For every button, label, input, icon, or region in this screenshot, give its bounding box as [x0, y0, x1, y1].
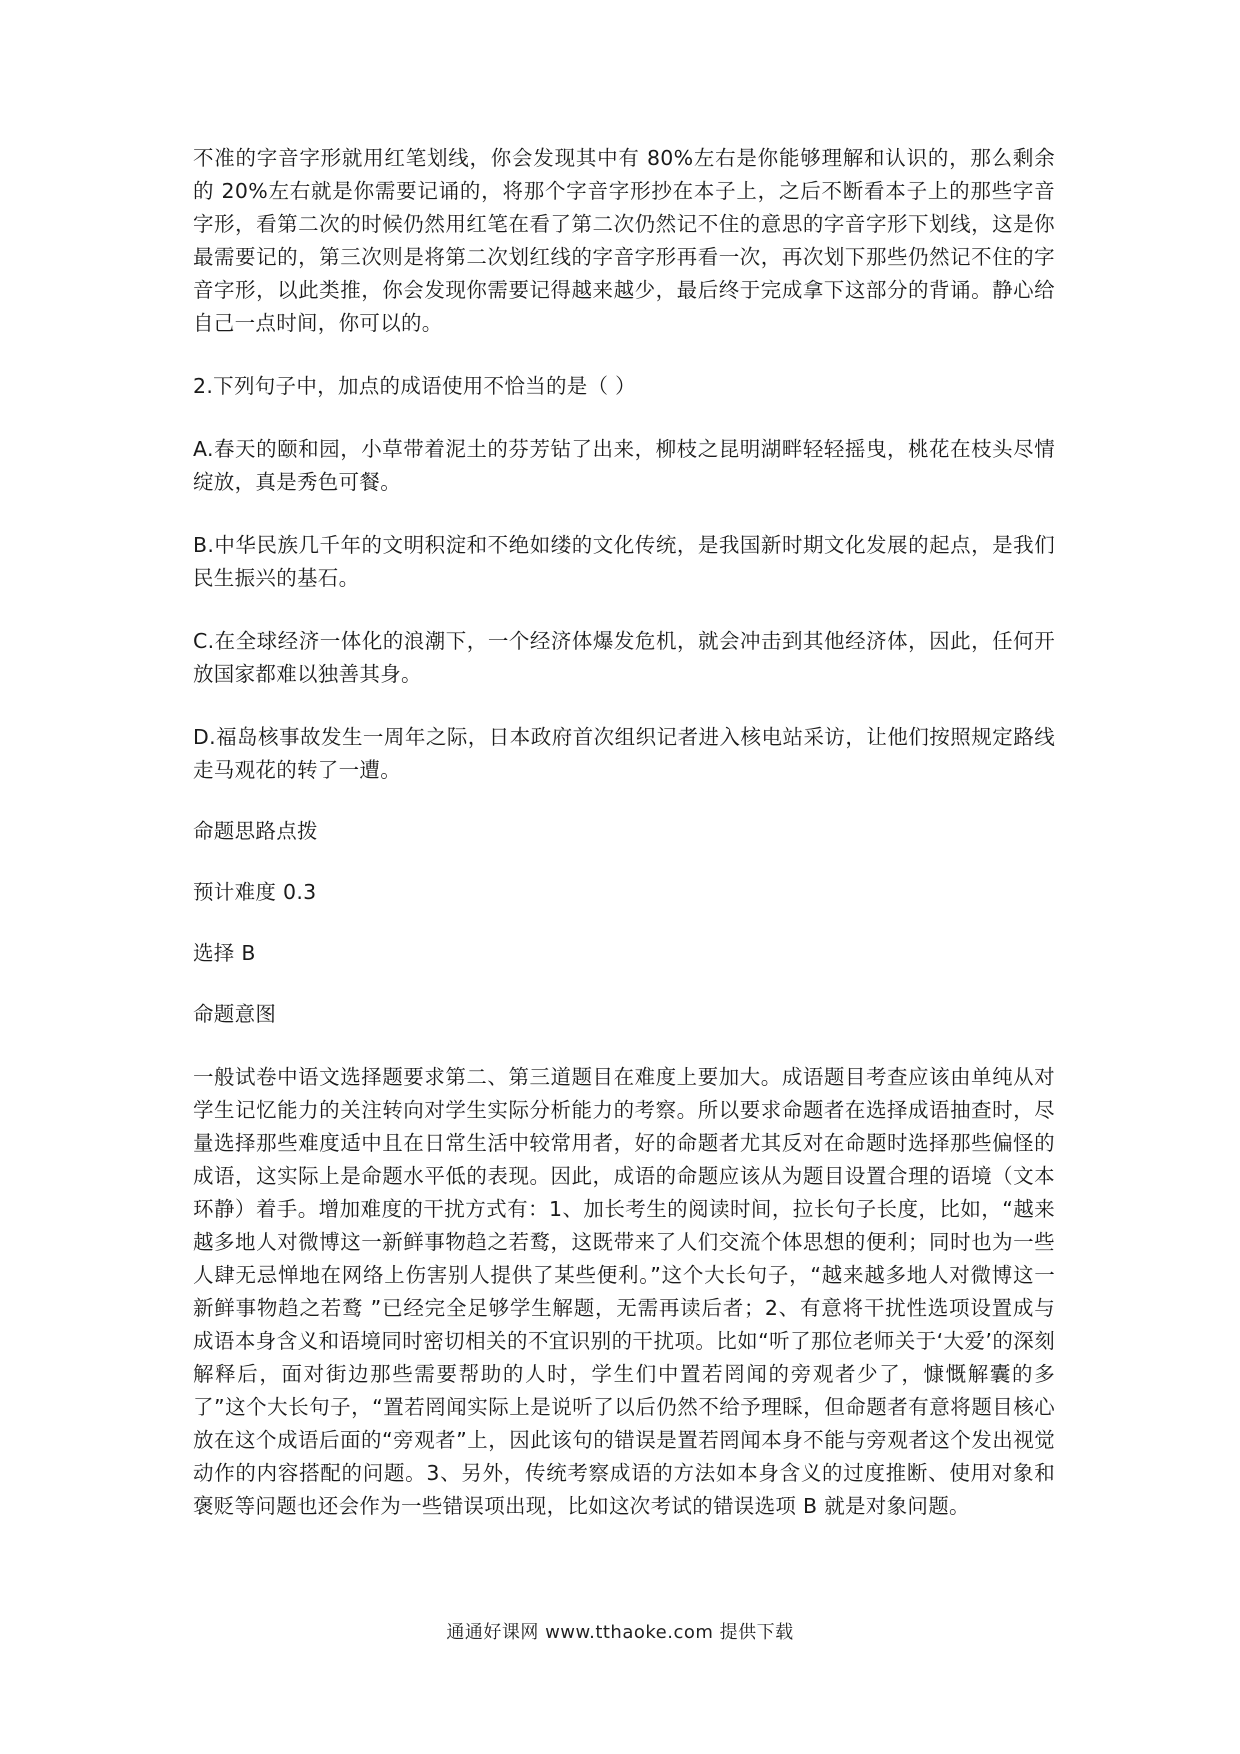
section-heading-thinking: 命题思路点拨: [193, 819, 318, 843]
section-heading-intent: 命题意图: [193, 1002, 277, 1026]
option-a: A.春天的颐和园，小草带着泥土的芬芳钻了出来，柳枝之昆明湖畔轻轻摇曳，桃花在枝头尽情绽放，真是秀色可餐。: [193, 437, 1055, 494]
document-body: [193, 142, 1055, 1523]
answer-choice: 选择 B: [193, 941, 256, 965]
question-2-stem: 2.下列句子中，加点的成语使用不恰当的是（ ）: [193, 374, 636, 398]
option-d: D.福岛核事故发生一周年之际，日本政府首次组织记者进入核电站采访，让他们按照规定路线走马观花的转了一遭。: [193, 725, 1055, 782]
paragraph-intent-explanation: 一般试卷中语文选择题要求第二、第三道题目在难度上要加大。成语题目考查应该由单纯从对学生记忆能力的关注转向对学生实际分析能力的考察。所以要求命题者在选择成语抽查时，尽量选择那些难度适中且在日常生活中较常用者，好的命题者尤其反对在命题时选择那些偏怪的成语，这实际上是命题水平低的表现。因此，成语的命题应该从为题目设置合理的语境（文本环静）着手。增加难度的干扰方式有：1、加长考生的阅读时间，拉长句子长度，比如，“越来越多地人对微博这一新鲜事物趋之若鹜，这既带来了人们交流个体思想的便利；同时也为一些人肆无忌惮地在网络上伤害别人提供了某些便利。”这个大长句子，“越来越多地人对微博这一新鲜事物趋之若鹜 ”已经完全足够学生解题，无需再读后者；2、有意将干扰性选项设置成与成语本身含义和语境同时密切相关的不宜识别的干扰项。比如“听了那位老师关于‘大爱’的深刻解释后，面对街边那些需要帮助的人时，学生们中置若罔闻的旁观者少了，慷慨解囊的多了”这个大长句子，“置若罔闻实际上是说听了以后仍然不给予理睬，但命题者有意将题目核心放在这个成语后面的“旁观者”上，因此该句的错误是置若罔闻本身不能与旁观者这个发出视觉动作的内容搭配的问题。3、另外，传统考察成语的方法如本身含义的过度推断、使用对象和褒贬等问题也还会作为一些错误项出现，比如这次考试的错误选项 B 就是对象问题。: [193, 1065, 1055, 1518]
page-footer: 通通好课网 www.tthaoke.com 提供下载: [446, 1622, 794, 1643]
option-b: B.中华民族几千年的文明积淀和不绝如缕的文化传统，是我国新时期文化发展的起点，是我们民生振兴的基石。: [193, 533, 1055, 590]
paragraph-memorization-advice: 不准的字音字形就用红笔划线，你会发现其中有 80%左右是你能够理解和认识的，那么剩余的 20%左右就是你需要记诵的，将那个字音字形抄在本子上，之后不断看本子上的那些字音字形，看第二次的时候仍然用红笔在看了第二次仍然记不住的意思的字音字形下划线，这是你最需要记的，第三次则是将第二次划红线的字音字形再看一次，再次划下那些仍然记不住的字音字形，以此类推，你会发现你需要记得越来越少，最后终于完成拿下这部分的背诵。静心给自己一点时间，你可以的。: [193, 146, 1055, 335]
option-c: C.在全球经济一体化的浪潮下，一个经济体爆发危机，就会冲击到其他经济体，因此，任何开放国家都难以独善其身。: [193, 629, 1055, 686]
estimated-difficulty: 预计难度 0.3: [193, 880, 317, 904]
